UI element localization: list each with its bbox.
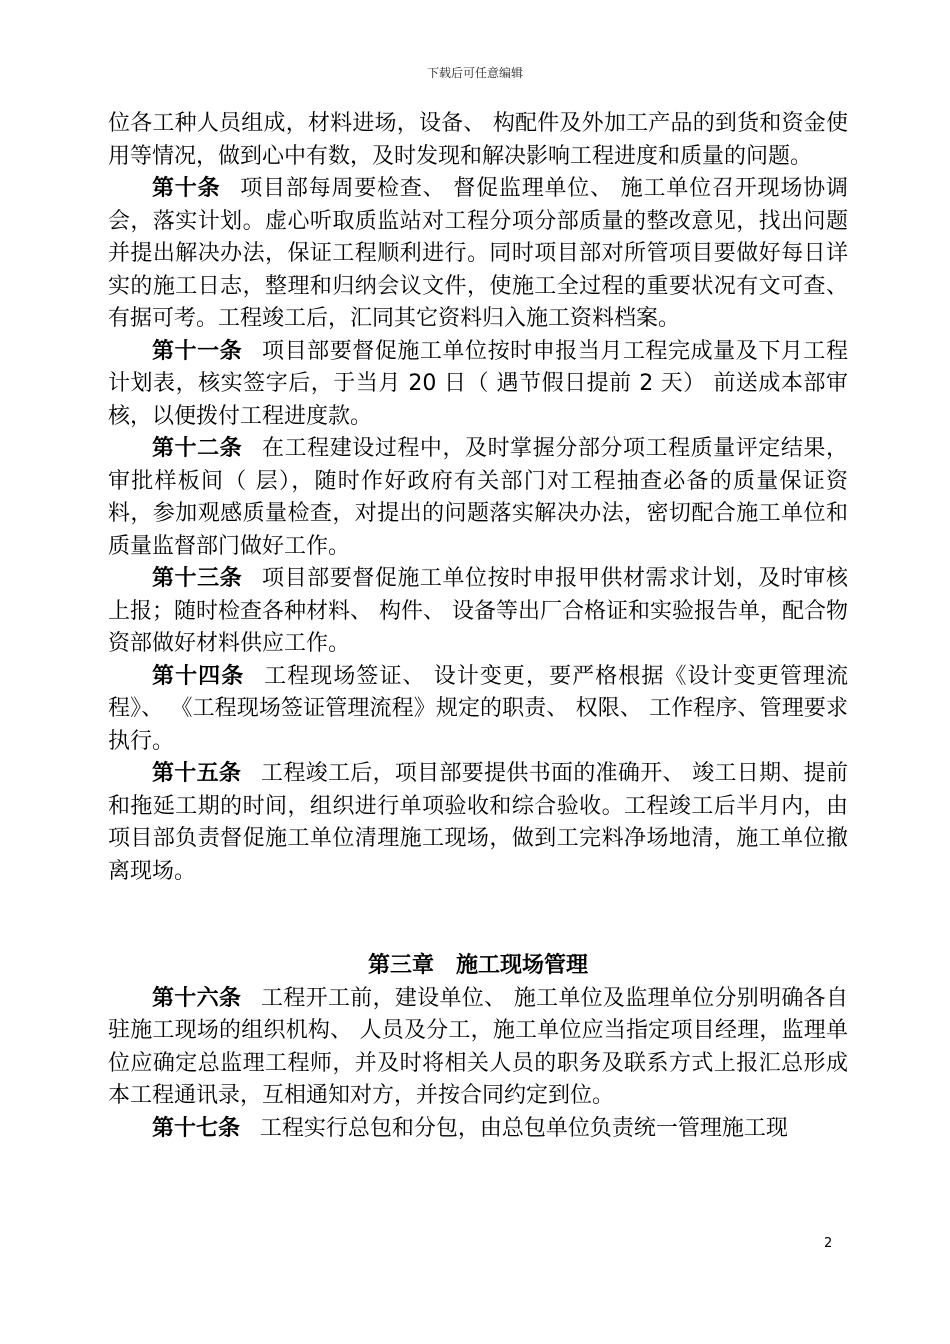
chapter-heading: 第三章 施工现场管理: [367, 953, 588, 978]
article-16: [108, 983, 848, 1113]
article-text: 项目部要督促施工单位按时申报甲供材需求计划，及时审核上报；随时检查各种材料、 构件、 设备等出厂合格证和实验报告单，配合物资部做好材料供应工作。: [108, 566, 848, 656]
article-number: 第十六条: [152, 985, 242, 1011]
article-13: [108, 563, 848, 661]
article-number: 第十五条: [152, 761, 242, 786]
article-text: 工程竣工后，项目部要提供书面的准确开、 竣工日期、提前和拖延工期的时间，组织进行单项验收和综合验收。工程竣工后半月内，由项目部负责督促施工单位清理施工现场，做到工完料净场地清，施工单位撤离现场。: [108, 761, 848, 884]
article-text: 项目部每周要检查、 督促监理单位、 施工单位召开现场协调会，落实计划。虚心听取质监站对工程分项分部质量的整改意见，找出问题并提出解决办法，保证工程顺利进行。同时项目部对所管项目要做好每日详实的施工日志，整理和归纳会议文件，使施工全过程的重要状况有文可查、 有据可考。工程竣工后，汇同其它资料归入施工资料档案。: [108, 176, 848, 331]
article-text: 工程开工前，建设单位、 施工单位及监理单位分别明确各自驻施工现场的组织机构、 人员及分工，施工单位应当指定项目经理，监理单位应确定总监理工程师，并及时将相关人员的职务及联系方式上报汇总形成本工程通讯录，互相通知对方，并按合同约定到位。: [108, 985, 848, 1108]
article-11: [108, 336, 848, 434]
article-text: 在工程建设过程中，及时掌握分部分项工程质量评定结果，审批样板间（ 层），随时作好政府有关部门对工程抽查必备的质量保证资料，参加观感质量检查，对提出的问题落实解决办法，密切配合施工单位和质量监督部门做好工作。: [108, 436, 848, 559]
article-text: 工程实行总包和分包，由总包单位负责统一管理施工现: [259, 1115, 788, 1141]
page-number: 2: [824, 1236, 833, 1251]
document-body: [108, 108, 848, 1145]
article-14: [108, 661, 848, 759]
article-17: [108, 1113, 848, 1146]
article-12: [108, 433, 848, 563]
article-number: 第十三条: [152, 566, 243, 591]
paragraph-continuation: 位各工种人员组成，材料进场，设备、 构配件及外加工产品的到货和资金使用等情况，做到心中有数，及时发现和解决影响工程进度和质量的问题。: [108, 111, 848, 169]
article-text: 工程现场签证、 设计变更，要严格根据《设计变更管理流程》、 《工程现场签证管理流程》规定的职责、 权限、 工作程序、管理要求执行。: [108, 663, 848, 754]
article-text: 项目部要督促施工单位按时申报当月工程完成量及下月工程计划表，核实签字后，于当月 20 日（ 遇节假日提前 2 天） 前送成本部审核，以便拨付工程进度款。: [108, 338, 848, 429]
article-10: [108, 173, 848, 336]
page-header: 下载后可任意编辑: [426, 66, 523, 80]
article-number: 第十七条: [152, 1115, 241, 1141]
article-15: [108, 758, 848, 888]
article-number: 第十二条: [152, 436, 243, 461]
article-number: 第十四条: [152, 663, 245, 689]
article-number: 第十一条: [152, 338, 243, 364]
article-number: 第十条: [152, 176, 221, 201]
